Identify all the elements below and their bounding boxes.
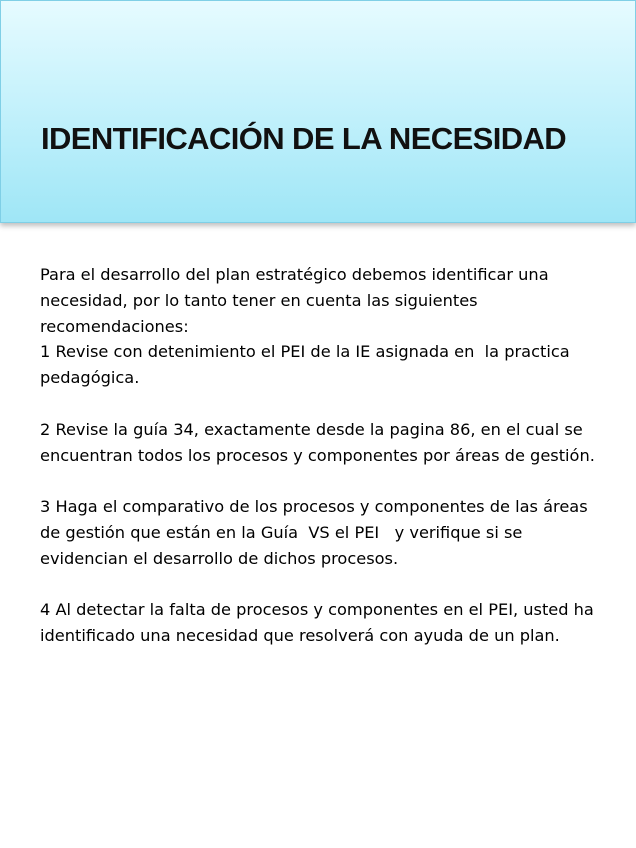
recommendation-3: 3 Haga el comparativo de los procesos y componentes de las áreas de gestión que están en la Guía VS el PEI y verifique si se evidencian el desarrollo de dichos procesos. <box>40 497 593 568</box>
slide-body <box>40 262 605 675</box>
title-banner <box>0 0 636 223</box>
slide-title: IDENTIFICACIÓN DE LA NECESIDAD <box>41 121 567 156</box>
recommendation-4: 4 Al detectar la falta de procesos y componentes en el PEI, usted ha identificado una necesidad que resolverá con ayuda de un plan. <box>40 600 600 646</box>
recommendation-1: 1 Revise con detenimiento el PEI de la IE asignada en la practica pedagógica. <box>40 342 575 388</box>
intro-paragraph: Para el desarrollo del plan estratégico debemos identificar una necesidad, por lo tanto tener en cuenta las siguientes recomendaciones: <box>40 265 554 336</box>
recommendation-2: 2 Revise la guía 34, exactamente desde la pagina 86, en el cual se encuentran todos los procesos y componentes por áreas de gestión. <box>40 419 595 465</box>
